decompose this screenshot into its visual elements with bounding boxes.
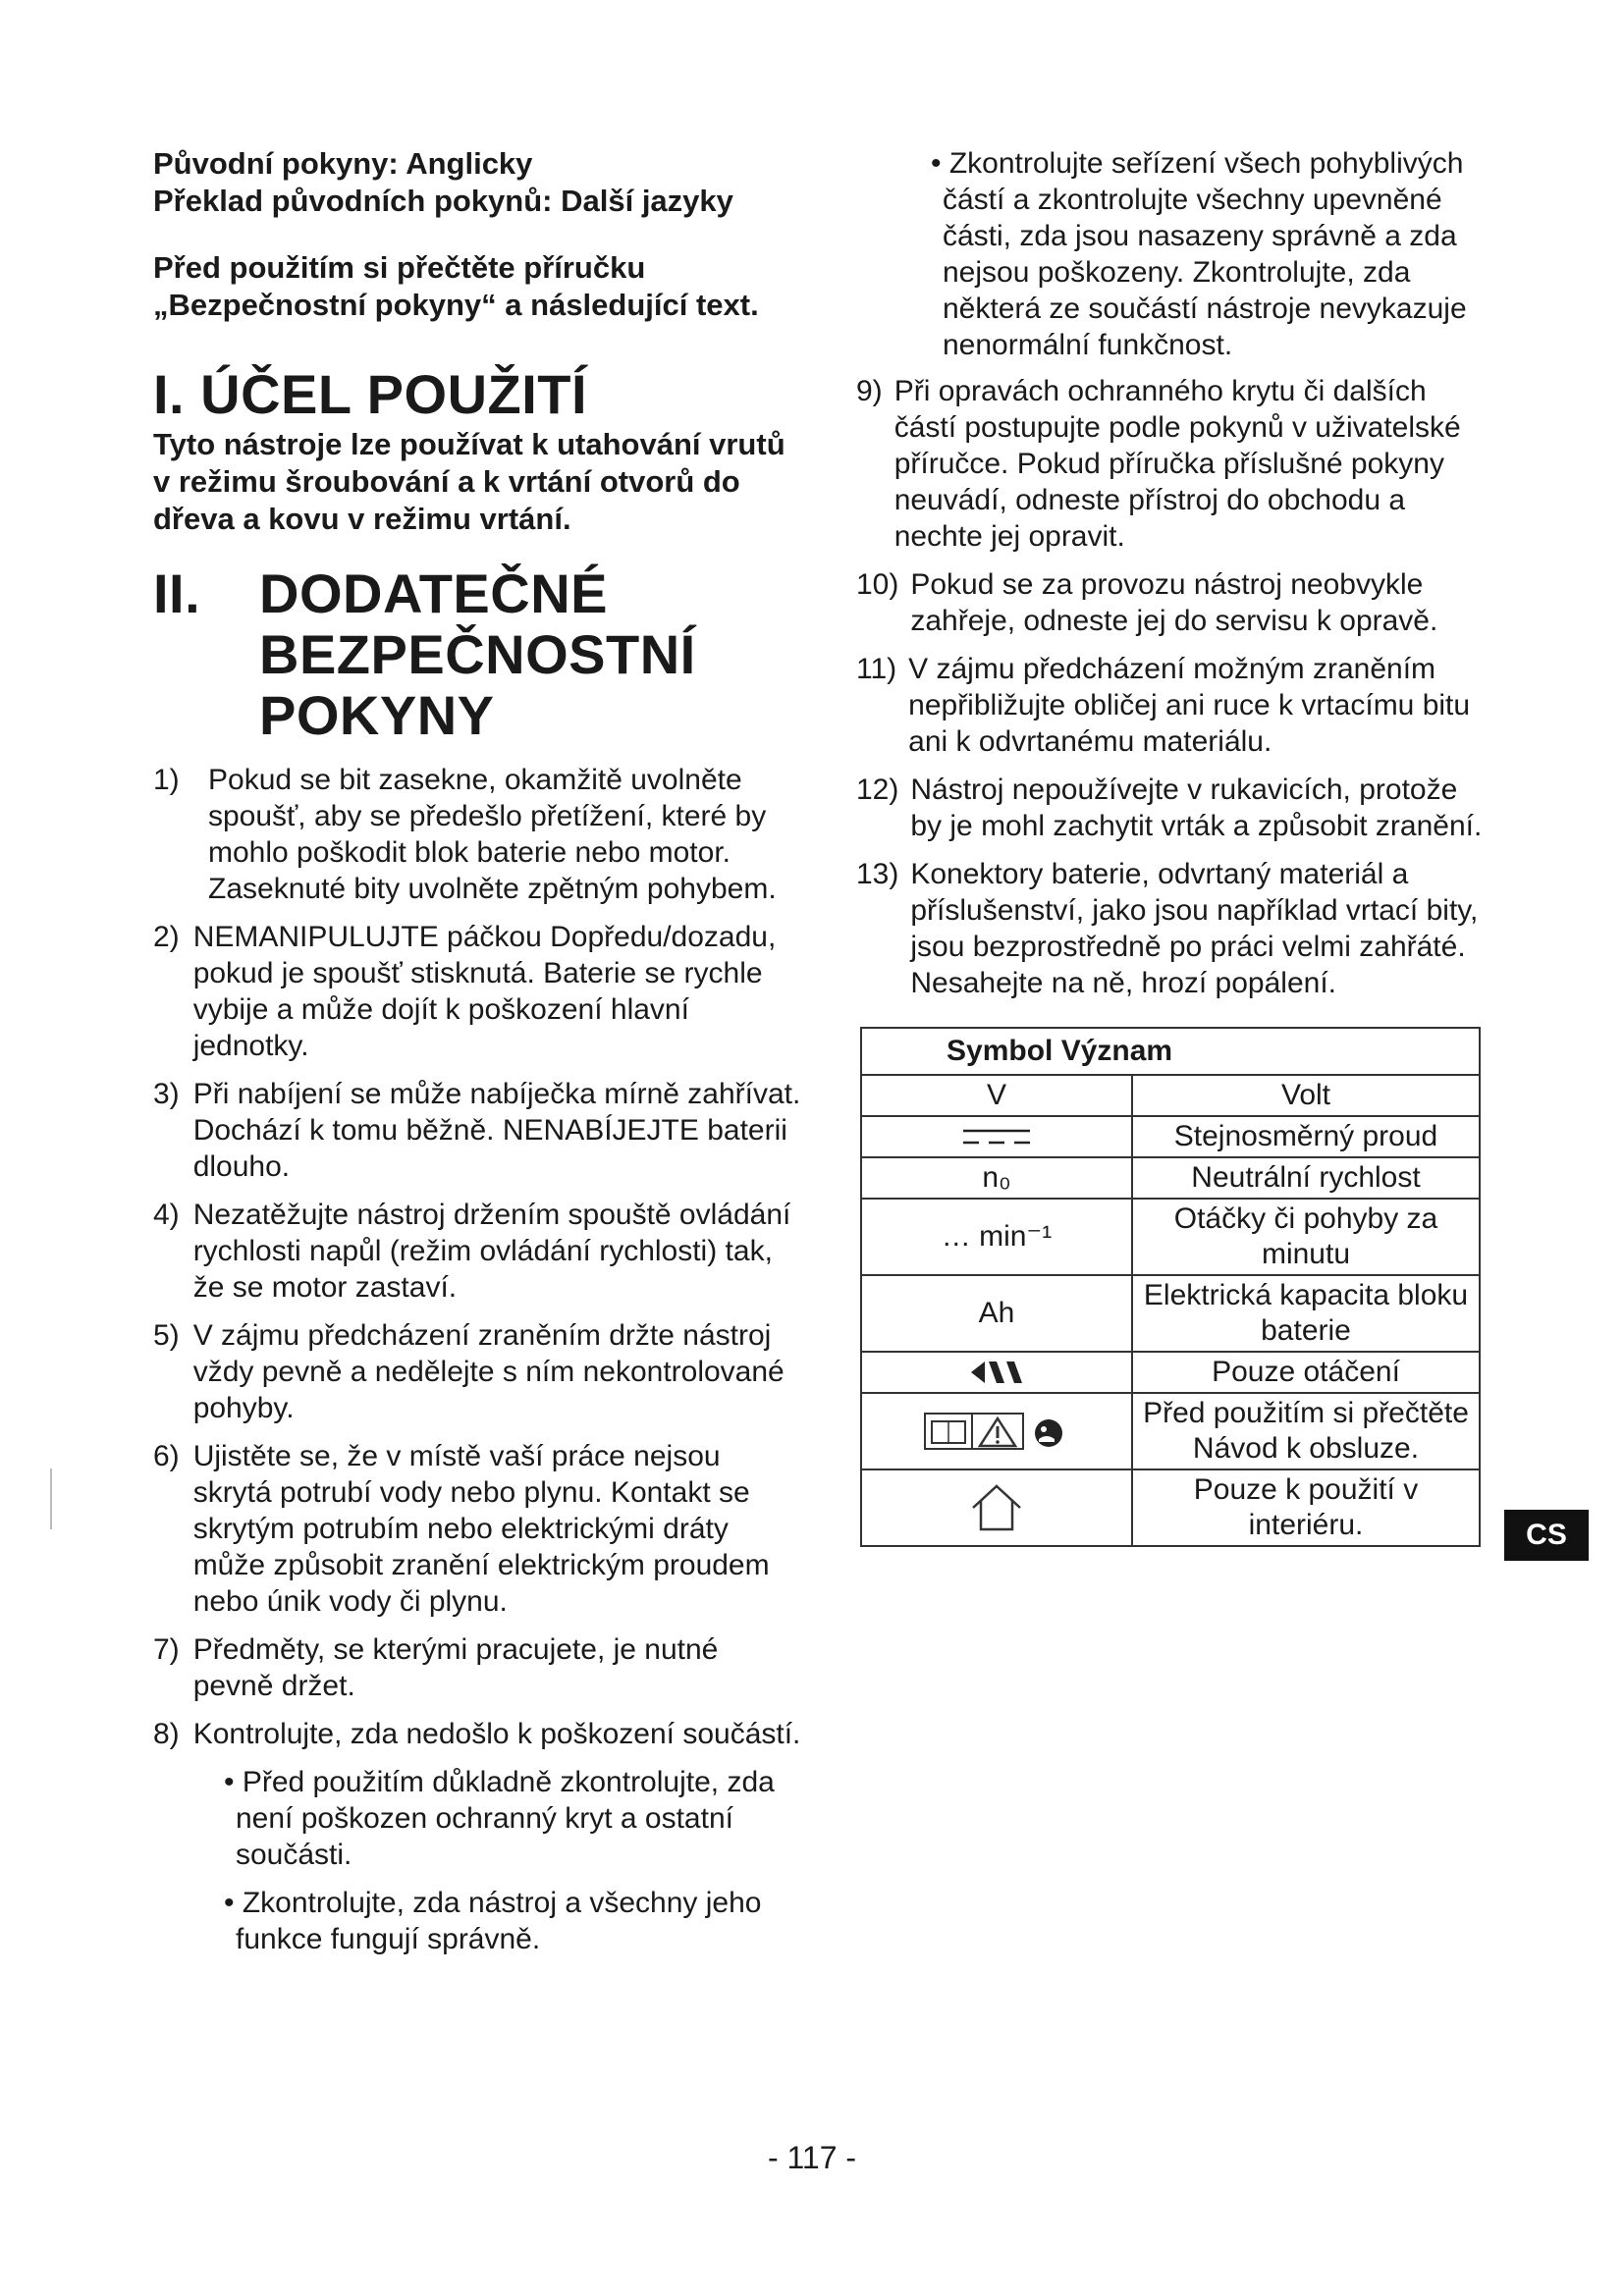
list-item-text: Při opravách ochranného krytu či dalších částí postupujte podle pokynů v uživatelské příručce. Pokud příručka příslušné pokyny neuvádí, odneste přístroj do obchodu a nechte jej opravit. [893, 375, 1461, 553]
language-tab: CS [1504, 1510, 1589, 1561]
meaning-cell: Stejnosměrný proud [1132, 1116, 1480, 1157]
rotation-only-icon [967, 1359, 1026, 1386]
list-item-text: Pokud se za provozu nástroj neobvykle zahřeje, odneste jej do servisu k opravě. [910, 568, 1438, 637]
list-item [856, 373, 1485, 555]
table-row [861, 1275, 1480, 1352]
indoor-use-icon [969, 1482, 1024, 1533]
table-row [861, 1157, 1480, 1199]
list-item-number: 2) [153, 921, 180, 953]
list-item [856, 566, 1485, 639]
list-item-number: 3) [153, 1078, 180, 1110]
meaning-cell: Neutrální rychlost [1132, 1157, 1480, 1199]
item8-bullet: • Před použitím důkladně zkontrolujte, zda není poškozen ochranný kryt a ostatní součásti. [224, 1766, 775, 1871]
list-item [153, 919, 801, 1064]
symbol-cell [861, 1116, 1132, 1157]
list-item-number: 5) [153, 1319, 180, 1352]
meaning-cell: Před použitím si přečtěte Návod k obsluze. [1132, 1393, 1480, 1469]
original-language-line: Původní pokyny: Anglicky [153, 146, 533, 181]
list-item [153, 1631, 801, 1704]
section2-title-line3: POKYNY [259, 684, 495, 746]
page-number: - 117 - [767, 2140, 857, 2175]
list-item-text: V zájmu předcházení zraněním držte nástroj vždy pevně a nedělejte s ním nekontrolované pohyby. [192, 1319, 785, 1424]
list-item-text: Předměty, se kterými pracujete, je nutné pevně držet. [192, 1633, 719, 1702]
list-item-number: 7) [153, 1633, 180, 1666]
right-column [856, 145, 1485, 1013]
table-row [861, 1352, 1480, 1393]
section2-title [153, 563, 801, 746]
list-item-number: 8) [153, 1718, 180, 1750]
symbol-cell: n₀ [861, 1157, 1132, 1199]
list-item-number: 4) [153, 1199, 180, 1231]
list-item-number: 13) [856, 858, 899, 890]
table-row [861, 1075, 1480, 1116]
symbol-cell [861, 1393, 1132, 1469]
list-item-text: NEMANIPULUJTE páčkou Dopředu/dozadu, pokud je spoušť stisknutá. Baterie se rychle vybije a může dojít k poškození hlavní jednotky. [192, 921, 777, 1062]
direct-current-icon [961, 1124, 1032, 1149]
list-item [856, 651, 1485, 760]
meaning-cell: Pouze otáčení [1132, 1352, 1480, 1393]
table-row [861, 1393, 1480, 1469]
symbol-table-header-cell: Symbol Význam [861, 1028, 1480, 1075]
section1-text: Tyto nástroje lze používat k utahování vrutů v režimu šroubování a k vrtání otvorů do dřeva a kovu v režimu vrtání. [153, 427, 785, 536]
list-item-number: 1) [153, 764, 180, 796]
list-item-text: Konektory baterie, odvrtaný materiál a příslušenství, jako jsou například vrtací bity, jsou bezprostředně po práci velmi zahřáté. Nesahejte na ně, hrozí popálení. [910, 858, 1479, 999]
symbol-table [860, 1027, 1481, 1547]
symbol-cell [861, 1469, 1132, 1546]
section1-title: I. ÚČEL POUŽITÍ [153, 363, 588, 425]
margin-mark [50, 1468, 52, 1529]
meaning-cell: Volt [1132, 1075, 1480, 1116]
list-item-text: Při nabíjení se může nabíječka mírně zahřívat. Dochází k tomu běžně. NENABÍJEJTE baterii dlouho. [192, 1078, 801, 1183]
left-column [153, 145, 801, 1969]
list-item-number: 6) [153, 1440, 180, 1472]
list-item-number: 9) [856, 375, 883, 407]
list-item [153, 1317, 801, 1426]
symbol-cell: … min⁻¹ [861, 1199, 1132, 1275]
list-item-text: Ujistěte se, že v místě vaší práce nejsou skrytá potrubí vody nebo plynu. Kontakt se skrytým potrubím nebo elektrickými dráty může způsobit zranění elektrickým proudem nebo únik vody či plynu. [192, 1440, 770, 1618]
meaning-cell: Otáčky či pohyby za minutu [1132, 1199, 1480, 1275]
list-item [153, 1197, 801, 1306]
translation-line: Překlad původních pokynů: Další jazyky [153, 184, 733, 218]
table-row [861, 1116, 1480, 1157]
list-item-text: V zájmu předcházení možným zraněním nepřibližujte obličej ani ruce k vrtacímu bitu ani k odvrtanému materiálu. [908, 653, 1471, 758]
symbol-cell [861, 1352, 1132, 1393]
list-item [153, 1716, 801, 1752]
meaning-cell: Elektrická kapacita bloku baterie [1132, 1275, 1480, 1352]
list-item-text: Pokud se bit zasekne, okamžitě uvolněte spoušť, aby se předešlo přetížení, které by mohlo poškodit blok baterie nebo motor. Zaseknuté bity uvolněte zpětným pohybem. [208, 764, 777, 905]
safety-notice: Před použitím si přečtěte příručku „Bezpečnostní pokyny“ a následující text. [153, 250, 759, 322]
list-item-number: 11) [856, 653, 897, 685]
table-row [861, 1199, 1480, 1275]
list-item-number: 12) [856, 774, 899, 806]
list-item-text: Kontrolujte, zda nedošlo k poškození součástí. [192, 1718, 801, 1750]
table-row [861, 1469, 1480, 1546]
list-item [856, 856, 1485, 1001]
symbol-cell: Ah [861, 1275, 1132, 1352]
list-item [153, 762, 801, 907]
section2-title-line1: DODATEČNÉ [259, 562, 609, 624]
list-item [153, 1076, 801, 1185]
list-item-text: Nástroj nepoužívejte v rukavicích, protože by je mohl zachytit vrták a způsobit zranění. [910, 774, 1483, 842]
meaning-cell: Pouze k použití v interiéru. [1132, 1469, 1480, 1546]
item8-bullet: • Zkontrolujte, zda nástroj a všechny jeho funkce fungují správně. [224, 1887, 762, 1955]
read-manual-icon [923, 1410, 1070, 1453]
list-item-text: Nezatěžujte nástroj držením spouště ovládání rychlosti napůl (režim ovládání rychlosti) tak, že se motor zastaví. [192, 1199, 791, 1304]
list-item-number: 10) [856, 568, 899, 601]
section2-number: II. [153, 562, 201, 624]
list-item [856, 772, 1485, 844]
right-bullet: • Zkontrolujte seřízení všech pohyblivých částí a zkontrolujte všechny upevněné části, zda jsou nasazeny správně a zda nejsou poškozeny. Zkontrolujte, zda některá ze součástí nástroje nevykazuje nenormální funkčnost. [931, 147, 1467, 361]
symbol-table-header [861, 1028, 1480, 1075]
section2-title-line2: BEZPEČNOSTNÍ [259, 623, 696, 685]
symbol-cell: V [861, 1075, 1132, 1116]
list-item [153, 1438, 801, 1620]
